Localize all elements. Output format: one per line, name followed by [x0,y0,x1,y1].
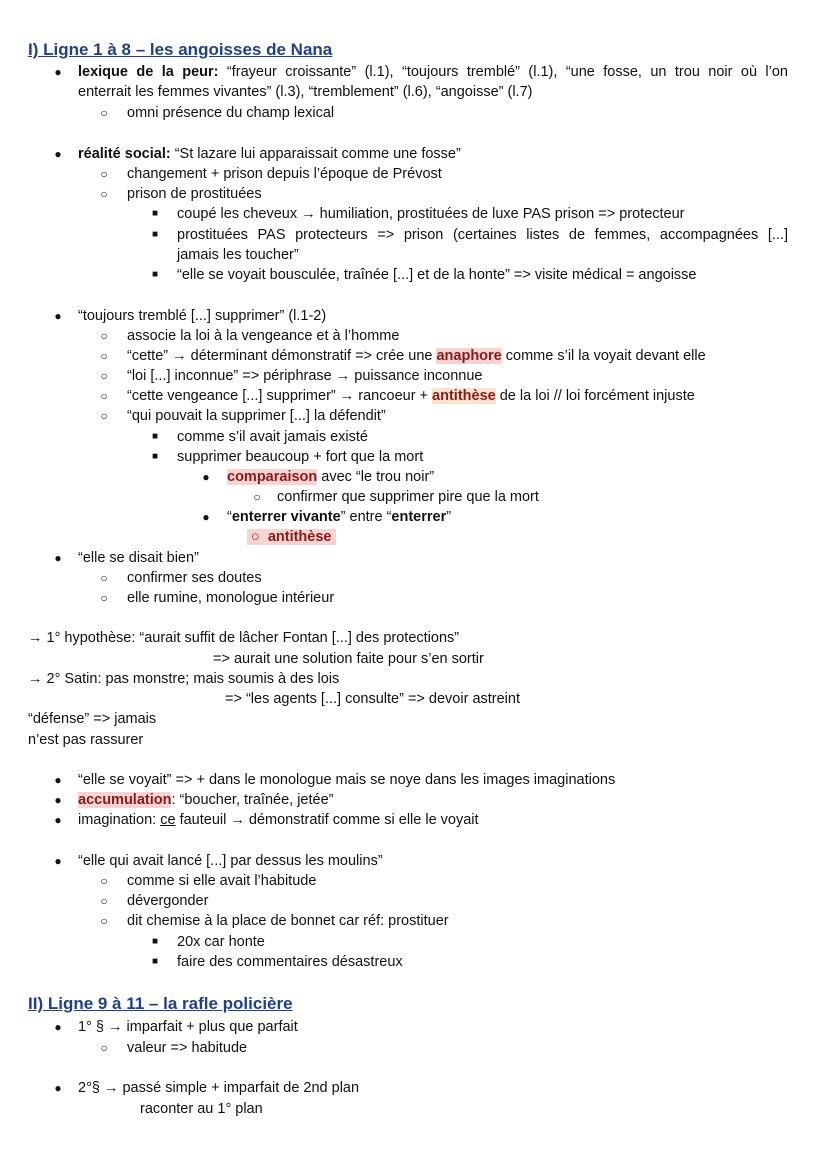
list-item: accumulation: “boucher, traînée, jetée” [78,792,334,808]
bullet-circle-icon: ○ [100,329,108,343]
bullet-disc-icon: ● [54,551,62,565]
bullet-circle-icon: ○ [100,106,108,120]
paragraph: → 1° hypothèse: “aurait suffit de lâcher Fontan [...] des protections” [28,630,460,646]
list-item: réalité social: “St lazare lui apparaissait comme une fosse” [78,146,461,162]
bullet-square-icon: ■ [151,208,159,219]
list-item: 1° § → imparfait + plus que parfait [78,1019,298,1035]
list-item: 20x car honte [177,934,265,950]
list-item-cont: enterrait les femmes vivantes” (l.3), “tremblement” (l.6), “angoisse” (l.7) [78,84,533,100]
list-item: 2°§ → passé simple + imparfait de 2nd plan [78,1080,360,1096]
list-item: comme si elle avait l’habitude [127,873,317,889]
list-item-cont: jamais les toucher” [177,247,299,263]
list-item: imagination: ce fauteuil → démonstratif comme si elle le voyait [78,812,479,828]
bullet-circle-icon: ○ [100,894,108,908]
bullet-square-icon: ■ [151,431,159,442]
bullet-square-icon: ■ [151,269,159,280]
list-item: “elle se disait bien” [78,550,199,566]
list-item: dit chemise à la place de bonnet car réf: prostituer [127,913,449,929]
list-item: associe la loi à la vengeance et à l’homme [127,328,400,344]
list-item: prison de prostituées [127,186,262,202]
list-item: “cette” → déterminant démonstratif => crée une anaphore comme s’il la voyait devant elle [127,348,706,364]
bullet-circle-icon: ○ [100,409,108,423]
list-item: omni présence du champ lexical [127,105,335,121]
list-item: “qui pouvait la supprimer [...] la défendit” [127,408,386,424]
highlight-antithese: antithèse [432,388,496,404]
bullet-disc-icon: ● [54,1081,62,1095]
bullet-circle-icon: ○ [100,349,108,363]
list-item: lexique de la peur: “frayeur croissante” (l.1), “toujours tremblé” (l.1), “une fosse, un trou noir où l’on [78,64,788,80]
list-item: comparaison avec “le trou noir” [227,469,435,485]
paragraph: → 2° Satin: pas monstre; mais soumis à des lois [28,671,340,687]
list-item: prostituées PAS protecteurs => prison (certaines listes de femmes, accompagnées [...] [177,227,788,243]
bullet-disc-icon: ● [54,309,62,323]
bullet-square-icon: ■ [151,451,159,462]
list-item-cont: raconter au 1° plan [140,1101,263,1117]
list-item: “toujours tremblé [...] supprimer” (l.1-2) [78,308,327,324]
list-item: comme s’il avait jamais existé [177,429,368,445]
bullet-disc-icon: ● [54,65,62,79]
bullet-circle-icon: ○ [100,874,108,888]
bullet-square-icon: ■ [151,936,159,947]
list-item: “elle qui avait lancé [...] par dessus les moulins” [78,853,383,869]
bullet-circle-icon: ○ [100,1041,108,1055]
list-item: supprimer beaucoup + fort que la mort [177,449,424,465]
bullet-square-icon: ■ [151,229,159,240]
bullet-disc-icon: ● [202,470,210,484]
bullet-square-icon: ■ [151,956,159,967]
list-item: “elle se voyait” => + dans le monologue mais se noye dans les images imaginations [78,772,616,788]
list-item: elle rumine, monologue intérieur [127,590,335,606]
bullet-circle-icon: ○ [100,591,108,605]
bullet-disc-icon: ● [54,147,62,161]
bullet-disc-icon: ● [202,510,210,524]
section-1-title: I) Ligne 1 à 8 – les angoisses de Nana [28,40,333,59]
bullet-circle-icon: ○ [100,914,108,928]
list-item: “elle se voyait bousculée, traînée [...] et de la honte” => visite médical = angoisse [177,267,697,283]
highlight-antithese: ○ antithèse [247,529,336,545]
paragraph: “défense” => jamais [28,711,157,727]
list-item: valeur => habitude [127,1040,248,1056]
highlight-accumulation: accumulation [78,792,172,808]
list-item: dévergonder [127,893,209,909]
list-item: coupé les cheveux → humiliation, prostituées de luxe PAS prison => protecteur [177,206,685,222]
bullet-circle-icon: ○ [100,389,108,403]
highlight-anaphore: anaphore [436,348,502,364]
bullet-circle-icon: ○ [253,490,261,504]
bullet-disc-icon: ● [54,813,62,827]
list-item: “loi [...] inconnue” => périphrase → puissance inconnue [127,368,483,384]
highlight-comparaison: comparaison [227,469,318,485]
bullet-circle-icon: ○ [100,167,108,181]
bullet-disc-icon: ● [54,773,62,787]
list-item: “cette vengeance [...] supprimer” → rancoeur + antithèse de la loi // loi forcément injuste [127,388,695,404]
list-item: changement + prison depuis l’époque de Prévost [127,166,442,182]
list-item [247,527,336,547]
list-item: confirmer que supprimer pire que la mort [277,489,539,505]
paragraph: => aurait une solution faite pour s’en sortir [213,651,484,667]
bullet-disc-icon: ● [54,854,62,868]
list-item: “enterrer vivante” entre “enterrer” [227,509,452,525]
section-2-title: II) Ligne 9 à 11 – la rafle policière [28,994,293,1013]
bullet-circle-icon: ○ [100,369,108,383]
paragraph: => “les agents [...] consulte” => devoir astreint [225,691,520,707]
list-item: faire des commentaires désastreux [177,954,403,970]
bullet-circle-icon: ○ [100,187,108,201]
list-item: confirmer ses doutes [127,570,262,586]
bullet-disc-icon: ● [54,793,62,807]
bullet-disc-icon: ● [54,1020,62,1034]
bullet-circle-icon: ○ [100,571,108,585]
paragraph: n’est pas rassurer [28,732,144,748]
